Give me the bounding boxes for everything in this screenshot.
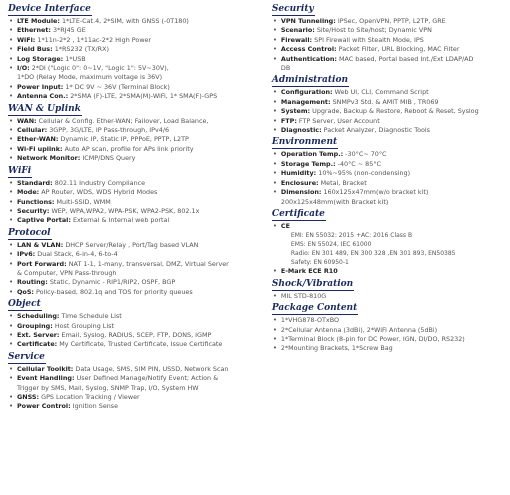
spec-item-ipv6 <box>8 250 266 259</box>
spec-value: Dual Stack, 6-in-4, 6-to-4 <box>37 250 118 259</box>
spec-value: SPI Firewall with Stealth Mode, IPS <box>314 35 424 44</box>
section-heading-administration <box>272 75 506 87</box>
right-column <box>266 2 506 495</box>
left-column <box>4 2 266 495</box>
spec-item-wi-fi-uplink <box>8 145 266 154</box>
spec-value: FTP Server, User Account <box>298 116 380 125</box>
spec-list <box>8 312 266 350</box>
spec-item-ftp <box>272 117 506 126</box>
spec-value: Site/Host to Site/host; Dynamic VPN <box>316 26 432 35</box>
certificate-emark-label: E-Mark ECE R10 <box>280 267 338 276</box>
spec-label: Routing: <box>17 278 48 287</box>
spec-value: Metal, Bracket <box>320 178 367 187</box>
spec-item-wan <box>8 117 266 126</box>
spec-value-continued: Trigger by SMS, Mail, Syslog, SNMP Trap, I/O, System HW <box>17 383 199 392</box>
spec-label: Log Storage: <box>17 54 64 63</box>
spec-item-scheduling <box>8 312 266 321</box>
spec-value: Auto AP scan, profile for APs link priority <box>64 144 194 153</box>
spec-label: Port Forward: <box>17 259 67 268</box>
spec-label: Dimension: <box>280 188 322 197</box>
spec-value: -40°C ~ 85°C <box>337 159 381 168</box>
spec-value: User Defined Manage/Notify Event; Action & <box>76 374 219 383</box>
spec-list <box>272 88 506 135</box>
spec-item-system <box>272 107 506 116</box>
spec-label: Network Monitor: <box>17 154 81 163</box>
spec-item-ethernet <box>8 26 266 35</box>
spec-value: Multi-SSID, WMM <box>56 197 111 206</box>
spec-item-power-input <box>8 83 266 92</box>
section-heading-text: WiFi <box>8 165 32 176</box>
section-heading-certificate <box>272 209 506 221</box>
spec-value: Dynamic IP, Static IP, PPPoE, PPTP, L2TP <box>60 135 189 144</box>
spec-label: Power Input: <box>17 82 64 91</box>
spec-label: Cellular: <box>17 126 48 135</box>
spec-value: Email, Syslog, RADIUS, SCEP, FTP, DONS, IGMP <box>61 330 212 339</box>
spec-value: 3*RJ45 GE <box>53 26 86 35</box>
spec-value: Packet Filter, URL Blocking, MAC Filter <box>338 45 460 54</box>
spec-item-enclosure <box>272 179 506 188</box>
section-heading-text: Device Interface <box>8 4 91 14</box>
spec-label: Security: <box>17 206 50 215</box>
spec-list <box>272 17 506 73</box>
spec-label: Standard: <box>17 178 53 187</box>
section-heading-object <box>8 299 266 311</box>
spec-item-event-handling <box>8 374 266 393</box>
spec-item-grouping <box>8 322 266 331</box>
spec-label: VPN Tunneling: <box>280 17 336 25</box>
spec-label: Cellular Toolkit: <box>17 364 74 373</box>
spec-item-log-storage <box>8 55 266 64</box>
spec-value: SNMPv3 Std. & AMIT MIB , TR069 <box>332 97 439 106</box>
spec-label: Management: <box>280 97 331 106</box>
spec-item-vpn-tunneling <box>272 17 506 26</box>
spec-value: Cellular & Config. Ether-WAN; Failover, Load Balance, <box>38 116 209 125</box>
spec-item-diagnostic <box>272 126 506 135</box>
certificate-list <box>272 222 506 277</box>
spec-value: 802.11 Industry Compliance <box>54 178 146 187</box>
certificate-ce-label: CE <box>280 221 290 230</box>
certificate-detail: Safety: EN 60950-1 <box>290 259 349 267</box>
spec-label: LTE Module: <box>17 17 60 25</box>
spec-label: LAN & VLAN: <box>17 240 64 249</box>
spec-item-qos <box>8 288 266 297</box>
spec-label: QoS: <box>17 287 34 296</box>
section-heading-text: Object <box>8 299 41 310</box>
spec-label: Grouping: <box>17 321 53 330</box>
spec-value: Policy-based, 802.1q and TOS for priority queues <box>36 287 193 296</box>
spec-item-captive-portal <box>8 216 266 225</box>
list-item-text: 2*Cellular Antenna (3dBi), 2*WiFi Antenna (5dBi) <box>280 325 438 334</box>
section-heading-wifi <box>8 166 266 178</box>
spec-list <box>8 179 266 226</box>
section-heading-package-content <box>272 303 506 315</box>
section-heading-text: WAN & Uplink <box>8 103 81 114</box>
spec-item-operation-temp <box>272 150 506 159</box>
spec-label: System: <box>280 107 311 116</box>
list-item-text: 2*Mounting Brackets, 1*Screw Bag <box>280 344 393 353</box>
spec-label: Certificate: <box>17 340 58 349</box>
certificate-detail: EMI: EN 55032: 2015 +AC: 2016 Class B <box>290 232 413 240</box>
spec-value-continued: 1*DO (Relay Mode, maximum voltage is 36V) <box>17 73 163 82</box>
section-heading-service <box>8 352 266 364</box>
spec-value: AP Router, WDS, WDS Hybrid Modes <box>41 188 158 197</box>
spec-value: 1*11n-2*2 , 1*11ac-2*2 High Power <box>37 35 152 44</box>
section-heading-text: Shock/Vibration <box>271 278 354 289</box>
spec-item-port-forward <box>8 260 266 279</box>
spec-list <box>8 241 266 297</box>
section-heading-device-interface <box>8 4 266 16</box>
spec-item-ether-wan <box>8 135 266 144</box>
spec-item-certificate <box>8 340 266 349</box>
section-heading-text: Certificate <box>271 208 325 219</box>
spec-value: 2*DI ("Logic 0": 0~1V, "Logic 1": 5V~30V), <box>31 64 169 73</box>
plain-list <box>272 292 506 301</box>
spec-label: Authentication: <box>280 54 337 63</box>
section-heading-shock-vibration <box>272 279 506 291</box>
spec-value: DHCP Server/Relay , Port/Tag based VLAN <box>65 240 199 249</box>
spec-item-lte-module <box>8 17 266 26</box>
spec-item-ext-server <box>8 331 266 340</box>
spec-item-field-bus <box>8 45 266 54</box>
spec-item-access-control <box>272 45 506 54</box>
spec-item-dimension <box>272 188 506 207</box>
spec-label: Access Control: <box>280 45 337 54</box>
spec-label: GNSS: <box>17 393 40 401</box>
spec-label: Ether-WAN: <box>17 135 59 144</box>
spec-label: FTP: <box>280 116 297 125</box>
spec-item-i-o <box>8 64 266 83</box>
spec-item-wifi <box>8 36 266 45</box>
spec-item-storage-temp <box>272 160 506 169</box>
spec-label: Scheduling: <box>17 312 60 321</box>
spec-item-scenario <box>272 26 506 35</box>
spec-value: Upgrade, Backup & Restore, Reboot & Reset, Syslog <box>312 107 479 116</box>
section-heading-security <box>272 4 506 16</box>
spec-value: IPSec, OpenVPN, PPTP, L2TP, GRE <box>337 17 446 25</box>
spec-value: WEP, WPA,WPA2, WPA-PSK, WPA2-PSK, 802.1x <box>51 206 200 215</box>
spec-value: Ignition Sense <box>72 402 119 411</box>
list-item-text: 1*VHG878-OTxBO <box>280 316 339 325</box>
spec-label: Firewall: <box>280 35 313 44</box>
spec-value: Time Schedule List <box>61 312 122 321</box>
spec-value: Static, Dynamic - RIP1/RIP2, OSPF, BGP <box>49 278 176 287</box>
spec-list <box>8 17 266 102</box>
section-heading-text: Package Content <box>271 303 358 314</box>
spec-value: 3GPP, 3G/LTE, IP Pass-through, IPv4/6 <box>49 126 170 135</box>
spec-item-configuration <box>272 88 506 97</box>
spec-label: WiFi: <box>17 35 36 44</box>
spec-value-continued: DB <box>280 64 291 73</box>
section-heading-text: Protocol <box>8 227 51 238</box>
certificate-ce <box>272 222 506 267</box>
spec-label: Ext. Server: <box>17 330 60 339</box>
spec-value: 1* DC 9V ~ 36V (Terminal Block) <box>65 82 170 91</box>
spec-value: MAC based, Portal based Int./Ext LDAP/AD <box>339 54 474 63</box>
list-item <box>272 326 506 335</box>
section-heading-text: Administration <box>271 75 349 86</box>
spec-item-routing <box>8 278 266 287</box>
spec-value: 1*RS232 (TX/RX) <box>54 45 109 54</box>
spec-item-security <box>8 207 266 216</box>
spec-item-management <box>272 98 506 107</box>
spec-value: 1*USB <box>65 54 86 63</box>
plain-list <box>272 316 506 354</box>
spec-label: Captive Portal: <box>17 216 71 225</box>
spec-value: Host Grouping List <box>54 321 114 330</box>
list-item <box>272 335 506 344</box>
spec-label: Enclosure: <box>280 178 319 187</box>
spec-label: Humidity: <box>280 169 317 178</box>
section-heading-protocol <box>8 228 266 240</box>
section-heading-text: Security <box>271 4 314 14</box>
list-item <box>272 292 506 301</box>
spec-value: My Certificate, Trusted Certificate, Issue Certificate <box>59 340 223 349</box>
spec-item-antenna-con <box>8 92 266 101</box>
spec-label: WAN: <box>17 116 37 125</box>
spec-value: GPS Location Tracking / Viewer <box>41 393 140 401</box>
spec-item-lan-vlan <box>8 241 266 250</box>
spec-list <box>8 117 266 164</box>
spec-item-firewall <box>272 36 506 45</box>
spec-item-mode <box>8 188 266 197</box>
list-item-text: MIL STD-810G <box>280 291 327 300</box>
spec-item-network-monitor <box>8 154 266 163</box>
spec-label: Ethernet: <box>17 26 51 35</box>
spec-item-authentication <box>272 55 506 74</box>
spec-label: Wi-Fi uplink: <box>17 144 63 153</box>
list-item-text: 1*Terminal Block (8-pin for DC Power, IGN, DI/DO, RS232) <box>280 334 465 343</box>
spec-value: -30°C~ 70°C <box>345 150 387 159</box>
spec-item-gnss <box>8 393 266 402</box>
spec-value: 10%~95% (non-condensing) <box>318 169 411 178</box>
spec-item-power-control <box>8 402 266 411</box>
spec-label: Storage Temp.: <box>280 159 336 168</box>
certificate-emark <box>272 267 506 276</box>
section-heading-text: Service <box>8 351 45 362</box>
list-item <box>272 344 506 353</box>
spec-label: Field Bus: <box>17 45 53 54</box>
spec-value: NAT 1-1, 1-many, transversal, DMZ, Virtual Server <box>68 259 229 268</box>
spec-value: Data Usage, SMS, SIM PIN, USSD, Network Scan <box>75 364 229 373</box>
section-heading-text: Environment <box>271 137 338 148</box>
spec-label: Event Handling: <box>17 374 75 383</box>
spec-label: Diagnostic: <box>280 126 322 135</box>
spec-label: Scenario: <box>280 26 315 35</box>
spec-value-continued: 200x125x48mm(with Bracket kit) <box>280 197 389 206</box>
spec-value: External & Internal web portal <box>72 216 170 225</box>
spec-label: I/O: <box>17 64 30 73</box>
spec-value: Web UI, CLI, Command Script <box>334 88 429 97</box>
section-heading-environment <box>272 137 506 149</box>
spec-item-cellular <box>8 126 266 135</box>
spec-list <box>8 365 266 412</box>
spec-value: 2*SMA (F)-LTE, 2*SMA(M)-WiFi, 1* SMA(F)-GPS <box>70 92 218 101</box>
spec-label: Power Control: <box>17 402 71 411</box>
spec-value: 1*LTE-Cat.4, 2*SIM, with GNSS (-0T180) <box>61 17 189 25</box>
spec-item-standard <box>8 179 266 188</box>
spec-value: 160x125x47mm(w/o bracket kit) <box>323 188 429 197</box>
spec-value-continued: & Computer, VPN Pass-through <box>17 268 117 277</box>
list-item <box>272 316 506 325</box>
spec-item-humidity <box>272 169 506 178</box>
spec-label: Configuration: <box>280 88 333 97</box>
certificate-detail: Radio: EN 301 489, EN 300 328 ,EN 301 893, EN50385 <box>290 250 456 258</box>
spec-value: Packet Analyzer, Diagnostic Tools <box>323 126 431 135</box>
section-heading-wan-uplink <box>8 104 266 116</box>
spec-label: Functions: <box>17 197 55 206</box>
spec-label: Antenna Con.: <box>17 92 69 101</box>
spec-item-cellular-toolkit <box>8 365 266 374</box>
spec-value: ICMP/DNS Query <box>82 154 136 163</box>
certificate-detail: EMS: EN 55024, IEC 61000 <box>290 241 372 249</box>
spec-label: IPv6: <box>17 250 36 259</box>
spec-item-functions <box>8 198 266 207</box>
spec-label: Mode: <box>17 188 40 197</box>
spec-label: Operation Temp.: <box>280 150 344 159</box>
spec-list <box>272 150 506 206</box>
